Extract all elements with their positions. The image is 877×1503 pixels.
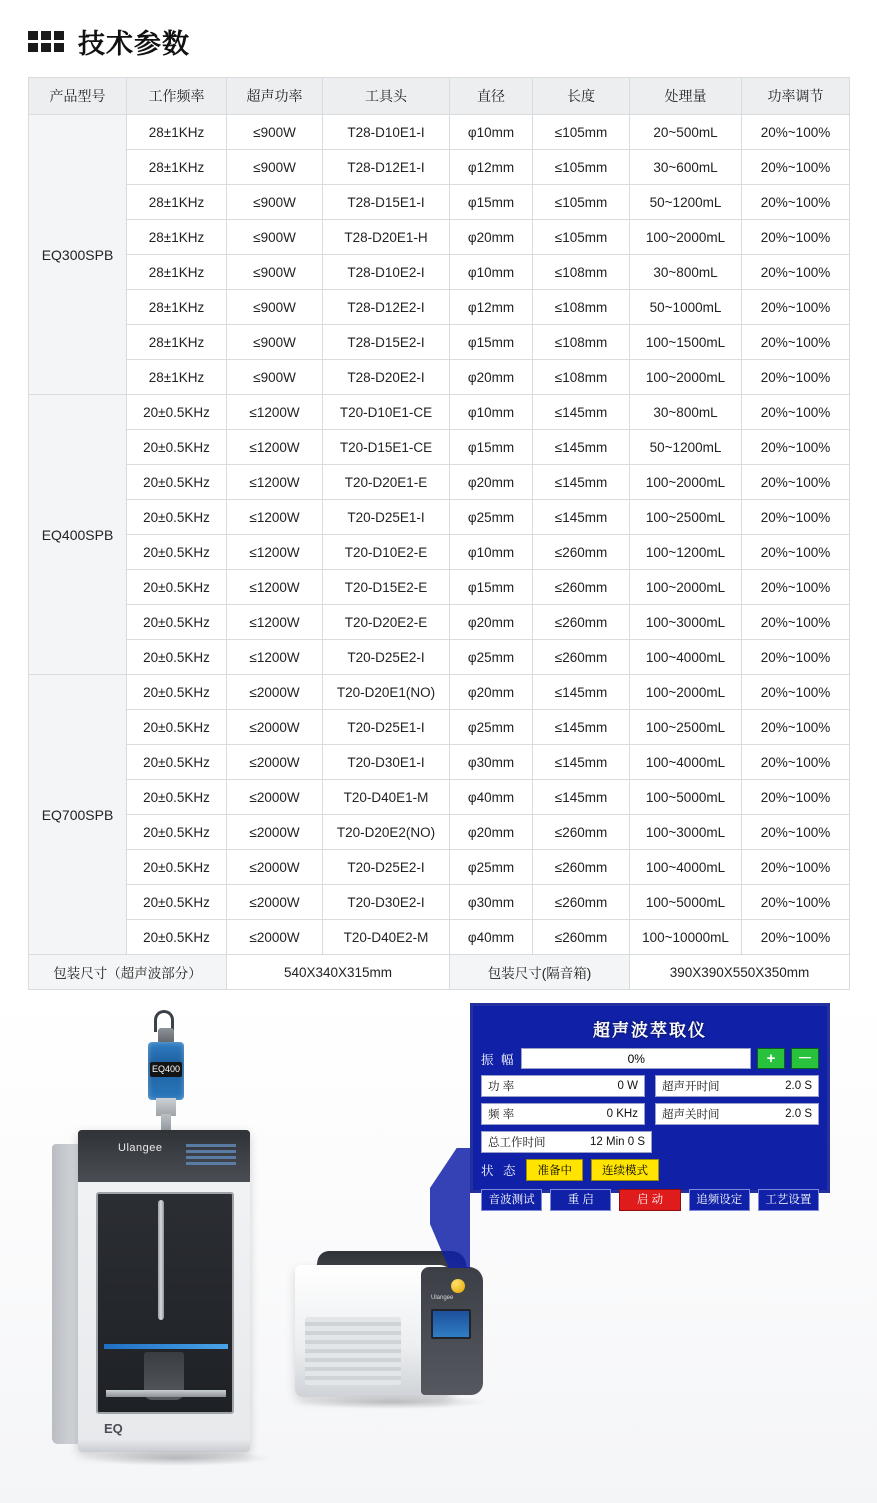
cell-capacity: 50~1200mL xyxy=(630,430,742,465)
cell-power-adjust: 20%~100% xyxy=(742,535,850,570)
cell-diameter: φ15mm xyxy=(450,185,533,220)
cabinet-blue-stripe xyxy=(104,1344,228,1349)
cell-power-adjust: 20%~100% xyxy=(742,780,850,815)
col-header-length: 长度 xyxy=(533,78,630,115)
cell-horn: T20-D20E2-E xyxy=(323,605,450,640)
table-row xyxy=(29,780,850,815)
cell-power-adjust: 20%~100% xyxy=(742,745,850,780)
cell-power: ≤2000W xyxy=(227,850,323,885)
cell-horn: T20-D15E1-CE xyxy=(323,430,450,465)
cell-diameter: φ25mm xyxy=(450,710,533,745)
cell-frequency: 20±0.5KHz xyxy=(127,850,227,885)
cell-length: ≤108mm xyxy=(533,255,630,290)
cell-horn: T28-D20E1-H xyxy=(323,220,450,255)
cell-power: ≤2000W xyxy=(227,815,323,850)
cell-frequency: 20±0.5KHz xyxy=(127,640,227,675)
grid-icon xyxy=(28,31,64,52)
table-row xyxy=(29,710,850,745)
cell-power-adjust: 20%~100% xyxy=(742,290,850,325)
cell-frequency: 28±1KHz xyxy=(127,185,227,220)
cell-horn: T20-D25E1-I xyxy=(323,500,450,535)
cell-length: ≤145mm xyxy=(533,430,630,465)
cell-frequency: 20±0.5KHz xyxy=(127,465,227,500)
table-row xyxy=(29,255,850,290)
table-row xyxy=(29,115,850,150)
cell-frequency: 28±1KHz xyxy=(127,360,227,395)
on-time-value: 2.0 S xyxy=(785,1080,812,1092)
cell-horn: T20-D40E1-M xyxy=(323,780,450,815)
bench-screen xyxy=(431,1309,471,1339)
cell-power-adjust: 20%~100% xyxy=(742,360,850,395)
cell-horn: T28-D10E1-I xyxy=(323,115,450,150)
cabinet-logo: EQ xyxy=(104,1421,123,1436)
cell-length: ≤145mm xyxy=(533,745,630,780)
off-time-value: 2.0 S xyxy=(785,1108,812,1120)
cell-power-adjust: 20%~100% xyxy=(742,710,850,745)
table-row xyxy=(29,360,850,395)
cell-diameter: φ20mm xyxy=(450,675,533,710)
cell-horn: T28-D20E2-I xyxy=(323,360,450,395)
cell-length: ≤105mm xyxy=(533,185,630,220)
cell-power-adjust: 20%~100% xyxy=(742,430,850,465)
cell-power: ≤900W xyxy=(227,115,323,150)
cell-diameter: φ30mm xyxy=(450,885,533,920)
amplitude-row xyxy=(481,1048,819,1069)
cabinet-vent xyxy=(186,1144,236,1168)
cell-frequency: 20±0.5KHz xyxy=(127,920,227,955)
bench-brand: Ulangee xyxy=(431,1295,454,1301)
product-image-area xyxy=(0,998,877,1503)
table-row xyxy=(29,220,850,255)
cell-length: ≤260mm xyxy=(533,885,630,920)
spec-table xyxy=(28,77,850,990)
cell-length: ≤145mm xyxy=(533,780,630,815)
cell-diameter: φ25mm xyxy=(450,640,533,675)
total-work-time[interactable] xyxy=(481,1131,652,1153)
cell-diameter: φ10mm xyxy=(450,115,533,150)
cell-length: ≤108mm xyxy=(533,290,630,325)
cell-power: ≤1200W xyxy=(227,395,323,430)
col-header-frequency: 工作频率 xyxy=(127,78,227,115)
packing-label-soundbox: 包装尺寸(隔音箱) xyxy=(450,955,630,990)
cell-frequency: 20±0.5KHz xyxy=(127,815,227,850)
cell-power: ≤900W xyxy=(227,325,323,360)
cell-length: ≤108mm xyxy=(533,325,630,360)
cell-horn: T20-D10E1-CE xyxy=(323,395,450,430)
cell-frequency: 20±0.5KHz xyxy=(127,745,227,780)
amplitude-value[interactable]: 0% xyxy=(521,1048,751,1069)
cabinet-side-panel xyxy=(52,1144,80,1444)
cell-length: ≤260mm xyxy=(533,920,630,955)
cell-frequency: 20±0.5KHz xyxy=(127,430,227,465)
cell-frequency: 20±0.5KHz xyxy=(127,535,227,570)
cell-capacity: 30~600mL xyxy=(630,150,742,185)
cabinet-probe-rod xyxy=(158,1200,164,1320)
cell-diameter: φ15mm xyxy=(450,570,533,605)
on-time-label: 超声开时间 xyxy=(662,1081,720,1093)
ultrasound-on-time[interactable] xyxy=(655,1075,819,1097)
cell-capacity: 100~2000mL xyxy=(630,465,742,500)
cell-length: ≤105mm xyxy=(533,220,630,255)
col-header-horn: 工具头 xyxy=(323,78,450,115)
cell-diameter: φ20mm xyxy=(450,220,533,255)
cell-power: ≤2000W xyxy=(227,920,323,955)
cell-power: ≤1200W xyxy=(227,570,323,605)
cell-horn: T28-D15E1-I xyxy=(323,185,450,220)
cell-horn: T20-D25E2-I xyxy=(323,640,450,675)
cell-capacity: 100~4000mL xyxy=(630,640,742,675)
cabinet-shelf xyxy=(106,1390,226,1397)
cell-horn: T20-D25E1-I xyxy=(323,710,450,745)
total-time-row xyxy=(481,1131,819,1153)
hmi-panel xyxy=(470,1003,830,1206)
cell-diameter: φ12mm xyxy=(450,290,533,325)
cell-diameter: φ10mm xyxy=(450,535,533,570)
table-row xyxy=(29,885,850,920)
restart-button[interactable]: 重 启 xyxy=(550,1189,611,1211)
cell-length: ≤105mm xyxy=(533,115,630,150)
cell-diameter: φ10mm xyxy=(450,255,533,290)
cell-horn: T20-D15E2-E xyxy=(323,570,450,605)
cell-diameter: φ40mm xyxy=(450,920,533,955)
table-row xyxy=(29,430,850,465)
cell-diameter: φ40mm xyxy=(450,780,533,815)
cell-power: ≤2000W xyxy=(227,885,323,920)
cell-diameter: φ10mm xyxy=(450,395,533,430)
cell-capacity: 100~1200mL xyxy=(630,535,742,570)
cell-frequency: 28±1KHz xyxy=(127,290,227,325)
col-header-model: 产品型号 xyxy=(29,78,127,115)
cell-power-adjust: 20%~100% xyxy=(742,675,850,710)
cell-power: ≤1200W xyxy=(227,535,323,570)
cell-diameter: φ20mm xyxy=(450,465,533,500)
cell-capacity: 50~1000mL xyxy=(630,290,742,325)
cell-capacity: 100~2000mL xyxy=(630,675,742,710)
cell-length: ≤145mm xyxy=(533,675,630,710)
probe-model-label: EQ400 xyxy=(150,1062,182,1077)
cell-length: ≤145mm xyxy=(533,710,630,745)
start-button[interactable]: 启 动 xyxy=(619,1189,680,1211)
cell-diameter: φ25mm xyxy=(450,500,533,535)
cell-frequency: 20±0.5KHz xyxy=(127,780,227,815)
col-header-power-adjust: 功率调节 xyxy=(742,78,850,115)
table-row xyxy=(29,535,850,570)
cell-length: ≤260mm xyxy=(533,605,630,640)
cell-frequency: 20±0.5KHz xyxy=(127,885,227,920)
packing-value-soundbox: 390X390X550X350mm xyxy=(630,955,850,990)
page-title: 技术参数 xyxy=(78,29,190,59)
bench-knob xyxy=(451,1279,465,1293)
col-header-capacity: 处理量 xyxy=(630,78,742,115)
cell-power-adjust: 20%~100% xyxy=(742,255,850,290)
spec-table-body xyxy=(29,115,850,955)
soundproof-cabinet xyxy=(52,1130,262,1450)
cell-horn: T20-D20E2(NO) xyxy=(323,815,450,850)
power-and-ontime-row xyxy=(481,1075,819,1097)
cell-frequency: 20±0.5KHz xyxy=(127,605,227,640)
cell-power: ≤2000W xyxy=(227,675,323,710)
total-time-label: 总工作时间 xyxy=(488,1137,546,1149)
frequency-readout xyxy=(481,1103,645,1125)
cell-horn: T28-D12E1-I xyxy=(323,150,450,185)
cell-capacity: 20~500mL xyxy=(630,115,742,150)
spec-table-head xyxy=(29,78,850,115)
cell-length: ≤145mm xyxy=(533,500,630,535)
cell-frequency: 20±0.5KHz xyxy=(127,570,227,605)
cell-power: ≤2000W xyxy=(227,780,323,815)
bench-shadow xyxy=(291,1395,491,1409)
table-row xyxy=(29,920,850,955)
cell-power-adjust: 20%~100% xyxy=(742,570,850,605)
frequency-value: 0 KHz xyxy=(606,1108,638,1120)
cell-capacity: 100~2000mL xyxy=(630,570,742,605)
cell-power-adjust: 20%~100% xyxy=(742,640,850,675)
bench-vent-grill xyxy=(305,1317,401,1385)
cell-diameter: φ20mm xyxy=(450,605,533,640)
cell-horn: T20-D40E2-M xyxy=(323,920,450,955)
hmi-button-bar xyxy=(481,1189,819,1211)
status-mode-badge[interactable]: 连续模式 xyxy=(591,1159,659,1181)
cell-capacity: 100~2000mL xyxy=(630,220,742,255)
cell-diameter: φ20mm xyxy=(450,815,533,850)
cell-capacity: 100~3000mL xyxy=(630,605,742,640)
cell-length: ≤260mm xyxy=(533,535,630,570)
cell-frequency: 28±1KHz xyxy=(127,255,227,290)
table-row xyxy=(29,850,850,885)
cell-capacity: 100~2500mL xyxy=(630,500,742,535)
cell-diameter: φ30mm xyxy=(450,745,533,780)
cell-frequency: 20±0.5KHz xyxy=(127,710,227,745)
cell-length: ≤260mm xyxy=(533,640,630,675)
cell-capacity: 30~800mL xyxy=(630,255,742,290)
cabinet-shadow xyxy=(82,1450,272,1466)
table-row xyxy=(29,185,850,220)
cell-frequency: 28±1KHz xyxy=(127,220,227,255)
cell-length: ≤145mm xyxy=(533,465,630,500)
power-value: 0 W xyxy=(617,1080,638,1092)
cell-power: ≤1200W xyxy=(227,640,323,675)
model-cell: EQ400SPB xyxy=(29,395,127,675)
status-label: 状 态 xyxy=(481,1164,519,1178)
cell-power: ≤900W xyxy=(227,290,323,325)
cell-frequency: 20±0.5KHz xyxy=(127,500,227,535)
cell-power: ≤1200W xyxy=(227,465,323,500)
cell-diameter: φ12mm xyxy=(450,150,533,185)
table-row xyxy=(29,675,850,710)
amplitude-increase-button[interactable]: + xyxy=(757,1048,785,1069)
table-row xyxy=(29,745,850,780)
cell-length: ≤145mm xyxy=(533,395,630,430)
status-row xyxy=(481,1159,819,1181)
table-row xyxy=(29,150,850,185)
cell-frequency: 20±0.5KHz xyxy=(127,675,227,710)
cell-power-adjust: 20%~100% xyxy=(742,885,850,920)
cell-power: ≤2000W xyxy=(227,745,323,780)
cell-capacity: 100~2000mL xyxy=(630,360,742,395)
cabinet-brand: Ulangee xyxy=(118,1142,163,1154)
cell-power-adjust: 20%~100% xyxy=(742,185,850,220)
cell-horn: T28-D12E2-I xyxy=(323,290,450,325)
table-row xyxy=(29,500,850,535)
cell-horn: T20-D20E1(NO) xyxy=(323,675,450,710)
cell-power: ≤1200W xyxy=(227,430,323,465)
ultrasonic-probe xyxy=(140,1010,200,1142)
cell-length: ≤260mm xyxy=(533,850,630,885)
cell-diameter: φ15mm xyxy=(450,430,533,465)
power-label: 功 率 xyxy=(488,1081,515,1093)
cell-power: ≤900W xyxy=(227,255,323,290)
table-row xyxy=(29,395,850,430)
cell-frequency: 28±1KHz xyxy=(127,150,227,185)
cell-capacity: 50~1200mL xyxy=(630,185,742,220)
table-row xyxy=(29,325,850,360)
cell-frequency: 28±1KHz xyxy=(127,325,227,360)
cell-capacity: 100~10000mL xyxy=(630,920,742,955)
cell-horn: T28-D15E2-I xyxy=(323,325,450,360)
cell-length: ≤108mm xyxy=(533,360,630,395)
col-header-power: 超声功率 xyxy=(227,78,323,115)
cell-diameter: φ15mm xyxy=(450,325,533,360)
table-row xyxy=(29,955,850,990)
cell-power-adjust: 20%~100% xyxy=(742,850,850,885)
frequency-tracking-button[interactable]: 追频设定 xyxy=(689,1189,750,1211)
packing-label-ultrasonic: 包装尺寸（超声波部分） xyxy=(29,955,227,990)
amplitude-label: 振 幅 xyxy=(481,1052,516,1067)
cell-horn: T20-D30E2-I xyxy=(323,885,450,920)
amplitude-decrease-button[interactable]: － xyxy=(791,1048,819,1069)
model-cell: EQ300SPB xyxy=(29,115,127,395)
col-header-diameter: 直径 xyxy=(450,78,533,115)
hmi-title: 超声波萃取仪 xyxy=(593,1021,707,1040)
cell-diameter: φ25mm xyxy=(450,850,533,885)
cell-frequency: 20±0.5KHz xyxy=(127,395,227,430)
cell-power: ≤1200W xyxy=(227,500,323,535)
cell-power: ≤900W xyxy=(227,150,323,185)
off-time-label: 超声关时间 xyxy=(662,1109,720,1121)
cell-capacity: 100~2500mL xyxy=(630,710,742,745)
table-row xyxy=(29,815,850,850)
sound-test-button[interactable]: 音波测试 xyxy=(481,1189,542,1211)
cell-power-adjust: 20%~100% xyxy=(742,220,850,255)
freq-and-offtime-row xyxy=(481,1103,819,1125)
cell-horn: T20-D10E2-E xyxy=(323,535,450,570)
cell-power-adjust: 20%~100% xyxy=(742,815,850,850)
page-header xyxy=(0,0,877,71)
cabinet-top-panel xyxy=(78,1130,250,1182)
cell-power-adjust: 20%~100% xyxy=(742,605,850,640)
cell-length: ≤105mm xyxy=(533,150,630,185)
cell-power-adjust: 20%~100% xyxy=(742,395,850,430)
cell-power-adjust: 20%~100% xyxy=(742,115,850,150)
cell-power-adjust: 20%~100% xyxy=(742,150,850,185)
table-row xyxy=(29,465,850,500)
cell-power-adjust: 20%~100% xyxy=(742,465,850,500)
table-header-row xyxy=(29,78,850,115)
cell-power-adjust: 20%~100% xyxy=(742,500,850,535)
cell-power: ≤900W xyxy=(227,360,323,395)
cell-horn: T20-D30E1-I xyxy=(323,745,450,780)
cell-capacity: 100~5000mL xyxy=(630,885,742,920)
cell-capacity: 100~5000mL xyxy=(630,780,742,815)
cell-diameter: φ20mm xyxy=(450,360,533,395)
cell-power: ≤2000W xyxy=(227,710,323,745)
model-cell: EQ700SPB xyxy=(29,675,127,955)
cell-power: ≤1200W xyxy=(227,605,323,640)
cell-capacity: 100~1500mL xyxy=(630,325,742,360)
cell-length: ≤260mm xyxy=(533,815,630,850)
packing-value-ultrasonic: 540X340X315mm xyxy=(227,955,450,990)
cell-capacity: 100~4000mL xyxy=(630,745,742,780)
spec-table-foot xyxy=(29,955,850,990)
table-row xyxy=(29,290,850,325)
total-time-value: 12 Min 0 S xyxy=(590,1136,645,1148)
cell-horn: T20-D20E1-E xyxy=(323,465,450,500)
cell-power-adjust: 20%~100% xyxy=(742,920,850,955)
frequency-label: 频 率 xyxy=(488,1109,515,1121)
table-row xyxy=(29,570,850,605)
cell-power: ≤900W xyxy=(227,220,323,255)
cell-horn: T28-D10E2-I xyxy=(323,255,450,290)
ultrasound-off-time[interactable] xyxy=(655,1103,819,1125)
cell-capacity: 30~800mL xyxy=(630,395,742,430)
cell-power: ≤900W xyxy=(227,185,323,220)
status-badge: 准备中 xyxy=(526,1159,583,1181)
cell-frequency: 28±1KHz xyxy=(127,115,227,150)
cell-horn: T20-D25E2-I xyxy=(323,850,450,885)
cell-length: ≤260mm xyxy=(533,570,630,605)
table-row xyxy=(29,640,850,675)
cabinet-door xyxy=(96,1192,234,1414)
table-row xyxy=(29,605,850,640)
process-settings-button[interactable]: 工艺设置 xyxy=(758,1189,819,1211)
cell-power-adjust: 20%~100% xyxy=(742,325,850,360)
cell-capacity: 100~3000mL xyxy=(630,815,742,850)
power-readout xyxy=(481,1075,645,1097)
cell-capacity: 100~4000mL xyxy=(630,850,742,885)
spec-table-wrap xyxy=(0,71,877,990)
benchtop-unit xyxy=(295,1251,485,1407)
